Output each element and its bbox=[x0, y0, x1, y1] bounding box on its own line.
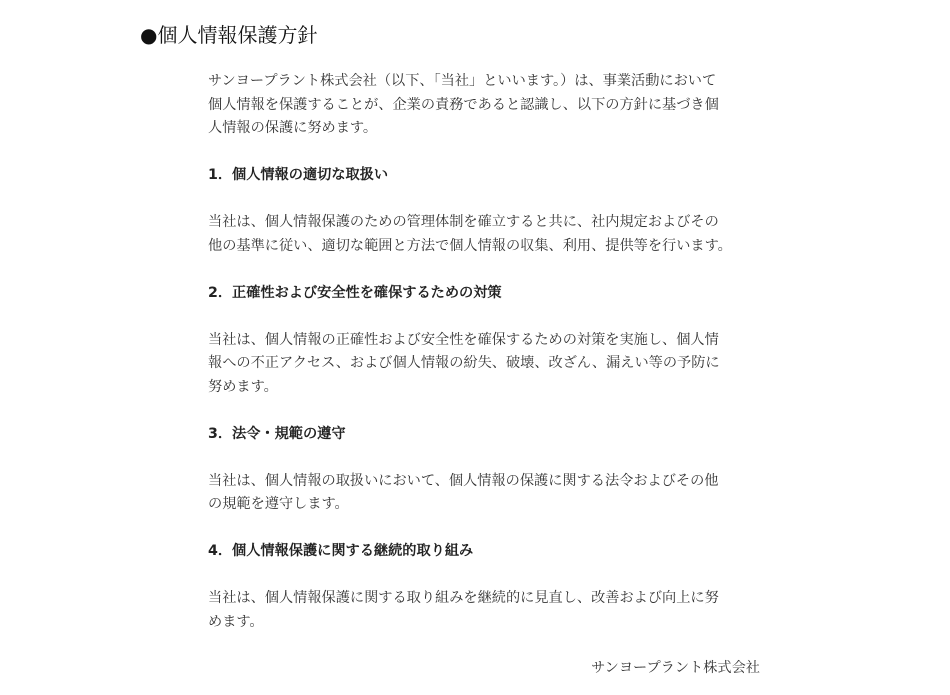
spacer bbox=[208, 564, 768, 588]
section-body-1 bbox=[208, 211, 768, 258]
section-line: 当社は、個人情報の正確性および安全性を確保するための対策を実施し、個人情 bbox=[208, 331, 719, 348]
spacer bbox=[208, 399, 768, 423]
spacer bbox=[208, 188, 768, 212]
section-heading-1: 1．個人情報の適切な取扱い bbox=[208, 167, 389, 183]
section-line: 努めます。 bbox=[208, 378, 278, 395]
spacer bbox=[208, 446, 768, 470]
section-line: の規範を遵守します。 bbox=[208, 496, 349, 512]
page-title: ●個人情報保護方針 bbox=[140, 23, 318, 47]
section-heading-4: 4．個人情報保護に関する継続的取り組み bbox=[208, 543, 474, 559]
intro-line: 個人情報を保護することが、企業の責務であると認識し、以下の方針に基づき個 bbox=[208, 96, 719, 113]
spacer bbox=[208, 141, 768, 165]
section-line: 他の基準に従い、適切な範囲と方法で個人情報の収集、利用、提供等を行います。 bbox=[208, 237, 732, 254]
section-heading-2: 2．正確性および安全性を確保するための対策 bbox=[208, 284, 502, 301]
section-line: 当社は、個人情報保護のための管理体制を確立すると共に、社内規定およびその bbox=[208, 214, 719, 230]
section-line: めます。 bbox=[208, 613, 264, 630]
intro-paragraph bbox=[208, 70, 768, 141]
company-signature: サンヨープラント株式会社 bbox=[591, 660, 760, 676]
intro-line: サンヨープラント株式会社（以下、「当社」といいます。）は、事業活動において bbox=[208, 73, 717, 89]
section-body-4 bbox=[208, 587, 768, 634]
spacer bbox=[208, 517, 768, 541]
section-line: 当社は、個人情報の取扱いにおいて、個人情報の保護に関する法令およびその他 bbox=[208, 472, 719, 489]
intro-line: 人情報の保護に努めます。 bbox=[208, 120, 378, 136]
section-line: 当社は、個人情報保護に関する取り組みを継続的に見直し、改善および向上に努 bbox=[208, 590, 719, 606]
policy-content bbox=[208, 70, 768, 634]
section-line: 報への不正アクセス、および個人情報の紛失、破壊、改ざん、漏えい等の予防に bbox=[208, 355, 720, 371]
spacer bbox=[208, 305, 768, 329]
section-body-3 bbox=[208, 470, 768, 517]
spacer bbox=[208, 258, 768, 282]
section-body-2 bbox=[208, 329, 768, 400]
section-heading-3: 3．法令・規範の遵守 bbox=[208, 425, 346, 442]
